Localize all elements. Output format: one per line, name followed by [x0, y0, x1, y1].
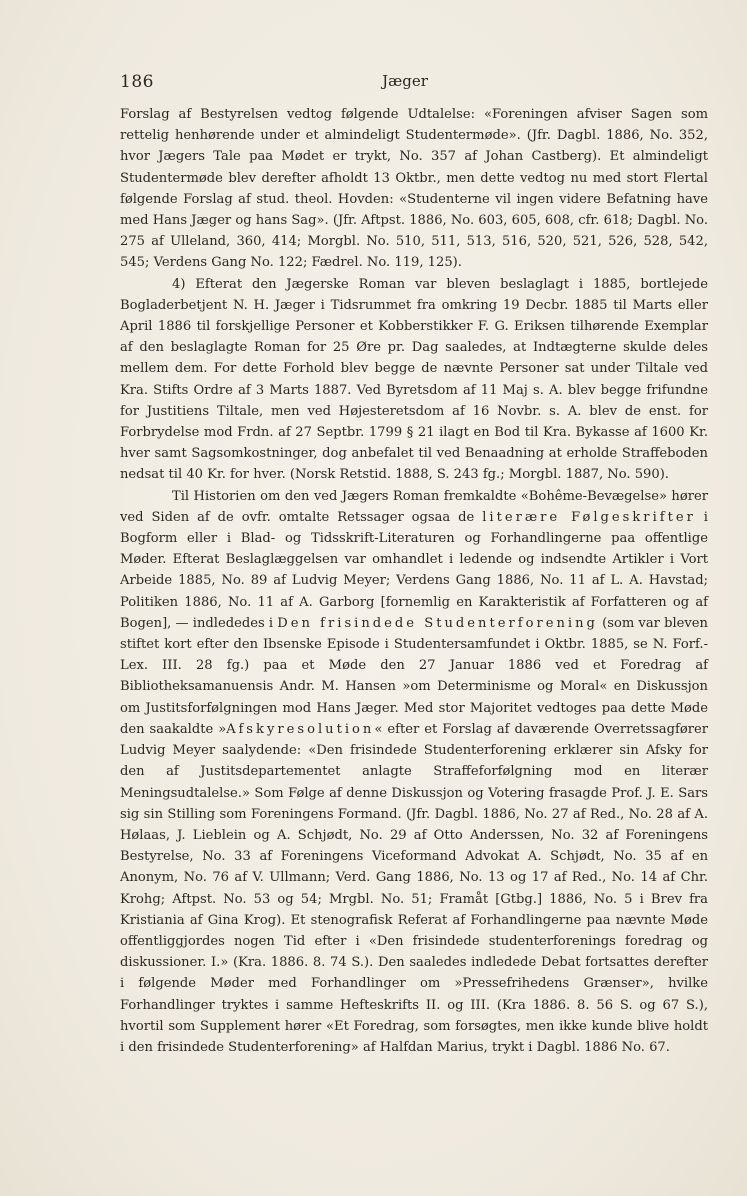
paragraph-text: i Bogform eller i Blad- og Tidsskrift-Literaturen og Forhandlingerne paa offentlige Møder. Efterat Beslaglæggelsen var omhandlet i ledende og indsendte Artikler i Vort Arbeide 1885, No. 89 af Ludvig Meyer; Verdens Gang 1886, No. 11 af L. A. Havstad; Politiken 1886, No. 11 af A. Garborg [fornemlig en Karakteristik af Forfatteren og af Bogen], — indlededes i: [120, 509, 708, 631]
page-number: 186: [120, 72, 154, 92]
spaced-heading-student-association: Den frisindede Studenterforening: [277, 615, 598, 631]
spaced-heading-literary-writings: literære Følgeskrifter: [482, 509, 696, 525]
paragraph-text: Forslag af Bestyrelsen vedtog følgende Udtalelse: «Foreningen afviser Sagen som rettelig henhørende under et almindeligt Studentermøde». (Jfr. Dagbl. 1886, No. 352, hvor Jægers Tale paa Mødet er trykt, No. 357 af Johan Castberg). Et almindeligt Studentermøde blev derefter afholdt 13 Oktbr., men dette vedtog nu med stort Flertal følgende Forslag af stud. theol. Hovden: «Studenterne vil ingen videre Befatning have med Hans Jæger og hans Sag». (Jfr. Aftpst. 1886, No. 603, 605, 608, cfr. 618; Dagbl. No. 275 af Ulleland, 360, 414; Morgbl. No. 510, 511, 513, 516, 520, 521, 526, 528, 542, 545; Verdens Gang No. 122; Fædrel. No. 119, 125).: [120, 107, 708, 271]
running-title: Jæger: [382, 72, 428, 90]
paragraph-2: [120, 274, 708, 486]
paragraph-text: (som var bleven stiftet kort efter den Ibsenske Episode i Studentersamfundet i Oktbr. 1885, se N. Forf.-Lex. III. 28 fg.) paa et Møde den 27 Januar 1886 ved et Foredrag af Bibliotheksamanuensis Andr. M. Hansen »om Determinisme og Moral« en Diskussjon om Justitsforfølgningen mod Hans Jæger. Med stor Majoritet vedtoges paa dette Møde den saakaldte »: [120, 615, 708, 737]
paragraph-text: 4) Efterat den Jægerske Roman var bleven beslaglagt i 1885, bortlejede Bogladerbetjent N. H. Jæger i Tidsrummet fra omkring 19 Decbr. 1885 til Marts eller April 1886 til forskjellige Personer et Kobberstikker F. G. Eriksen tilhørende Exemplar af den beslaglagte Roman for 25 Øre pr. Dag saaledes, at Indtægterne skulde deles mellem dem. For dette Forhold blev begge de nævnte Personer sat under Tiltale ved Kra. Stifts Ordre af 3 Marts 1887. Ved Byretsdom af 11 Maj s. A. blev begge frifundne for Justitiens Tiltale, men ved Højesteretsdom af 16 Novbr. s. A. blev de enst. for Forbrydelse mod Frdn. af 27 Septbr. 1799 § 21 ilagt en Bod til Kra. Bykasse af 1600 Kr. hver samt Sagsomkostninger, dog anbefalet til ved Benaadning at erholde Straffeboden nedsat til 40 Kr. for hver. (Norsk Retstid. 1888, S. 243 fg.; Morgbl. 1887, No. 590).: [120, 276, 708, 483]
body-text: [120, 104, 708, 1058]
paragraph-text: Til Historien om den ved Jægers Roman fremkaldte «Bohême-Bevægelse» hører ved Siden af de ovfr. omtalte Retssager ogsaa de: [120, 488, 708, 525]
page-header: [120, 72, 710, 96]
paragraph-1: [120, 104, 708, 274]
paragraph-3: [120, 486, 708, 1058]
paragraph-text: « efter et Forslag af daværende Overretssagfører Ludvig Meyer saalydende: «Den frisindede Studenterforening erklærer sin Afsky for den af Justitsdepartementet anlagte Straffeforfølgning mod en literær Meningsudtalelse.» Som Følge af denne Diskussjon og Votering frasagde Prof. J. E. Sars sig sin Stilling som Foreningens Formand. (Jfr. Dagbl. 1886, No. 27 af Red., No. 28 af A. Hølaas, J. Lieblein og A. Schjødt, No. 29 af Otto Anderssen, No. 32 af Foreningens Bestyrelse, No. 33 af Foreningens Viceformand Advokat A. Schjødt, No. 35 af en Anonym, No. 76 af V. Ullmann; Verd. Gang 1886, No. 13 og 17 af Red., No. 14 af Chr. Krohg; Aftpst. No. 53 og 54; Mrgbl. No. 51; Framåt [Gtbg.] 1886, No. 5 i Brev fra Kristiania af Gina Krog). Et stenografisk Referat af Forhandlingerne paa nævnte Møde offentliggjordes nogen Tid efter i «Den frisindede studenterforenings foredrag og diskussioner. I.» (Kra. 1886. 8. 74 S.). Den saaledes indledede Debat fortsattes derefter i følgende Møder med Forhandlinger om »Pressefrihedens Grænser», hvilke Forhandlinger tryktes i samme Hefteskrifts II. og III. (Kra 1886. 8. 56 S. og 67 S.), hvortil som Supplement hører «Et Foredrag, som forsøgtes, men ikke kunde blive holdt i den frisindede Studenterforening» af Halfdan Marius, trykt i Dagbl. 1886 No. 67.: [120, 721, 708, 1055]
spaced-heading-resolution: Afskyresolution: [226, 721, 375, 737]
